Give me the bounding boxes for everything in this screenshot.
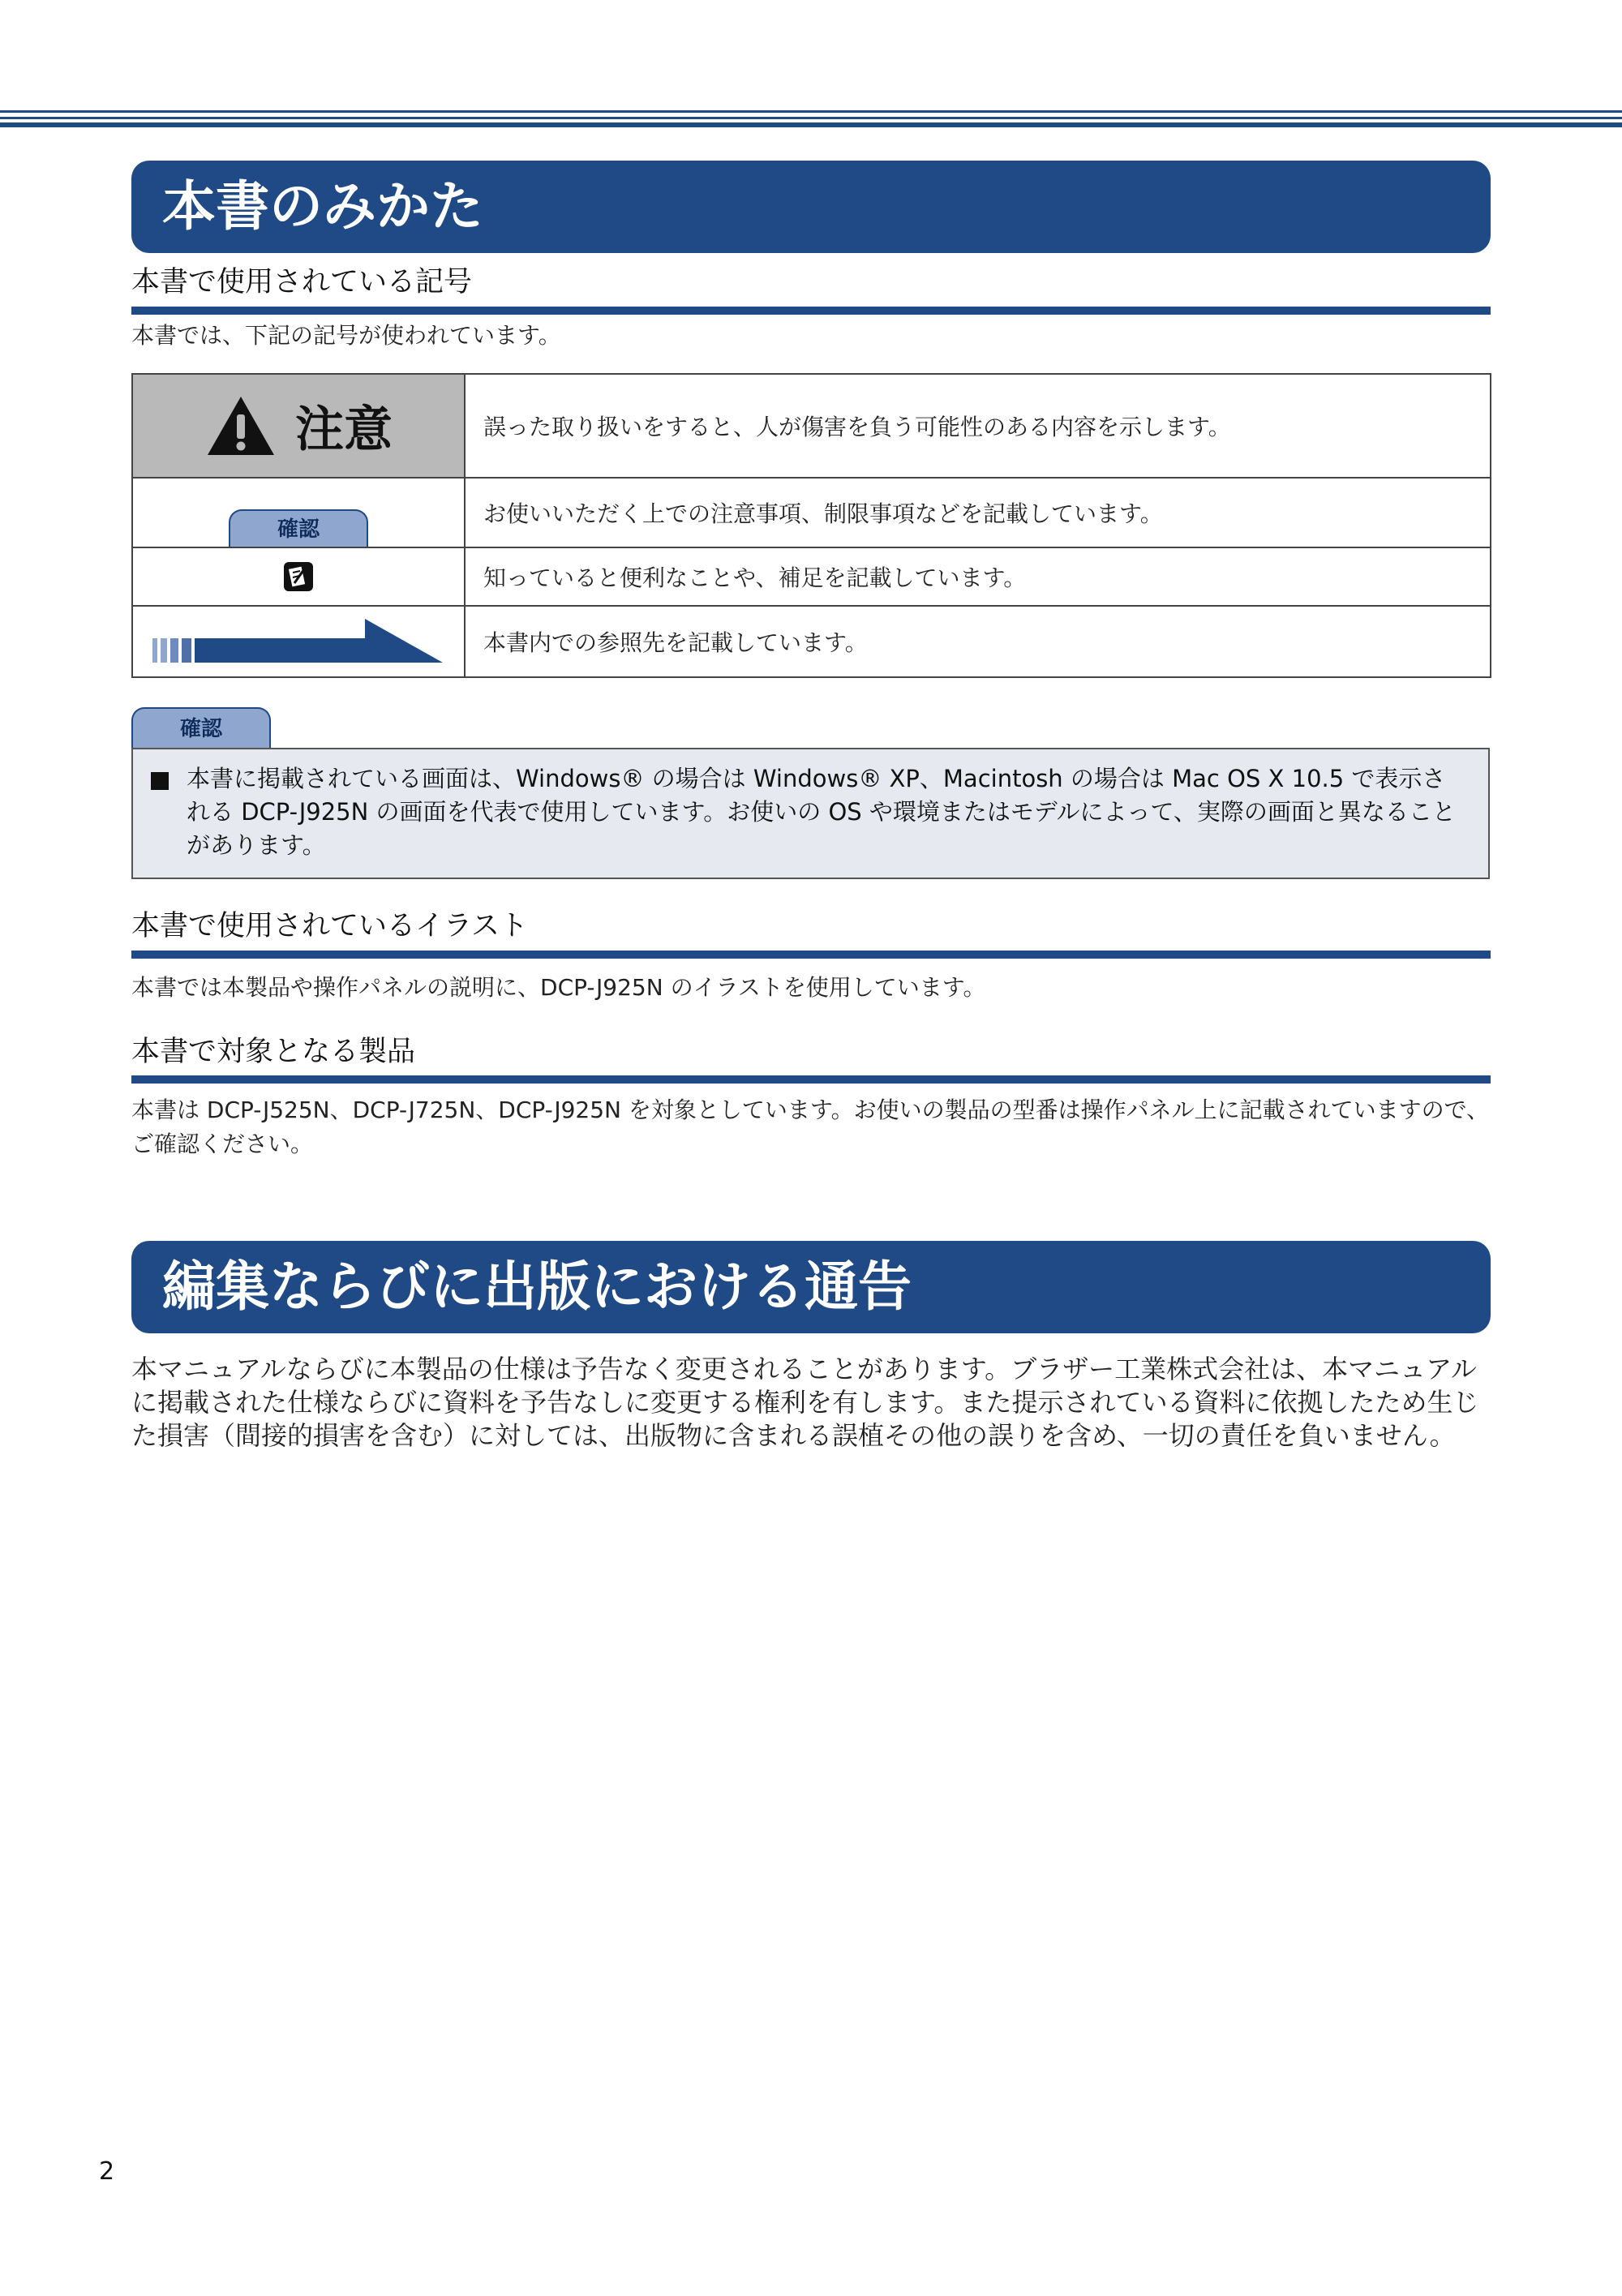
legend-row (132, 478, 1491, 547)
legend-symbol-cell (132, 547, 465, 606)
warning-triangle-icon (204, 393, 277, 458)
bullet-icon (151, 772, 169, 790)
memo-icon (284, 562, 313, 591)
legend-description: 本書内での参照先を記載しています。 (465, 606, 1491, 677)
legend-symbol-cell (132, 478, 465, 547)
heading-rule (131, 307, 1491, 315)
symbols-intro: 本書では、下記の記号が使われています。 (131, 322, 561, 349)
warning-label: 注意 (295, 401, 393, 458)
legend-row (132, 606, 1491, 677)
legend-description: 誤った取り扱いをすると、人が傷害を負う可能性のある内容を示します。 (465, 374, 1491, 478)
note-text: 本書に掲載されている画面は、Windows® の場合は Windows® XP、Macintosh の場合は Mac OS X 10.5 で表示される DCP-J925N の画面を代表で使用しています。お使いの OS や環境またはモデルによって、実際の画面と異なることがあります。 (187, 765, 1456, 859)
legend-symbol-cell (132, 606, 465, 677)
illust-heading: 本書で使用されているイラスト (131, 910, 528, 942)
reference-arrow-icon (152, 619, 444, 664)
note-box (131, 748, 1490, 879)
heading-rule (131, 1075, 1491, 1084)
products-heading: 本書で対象となる製品 (131, 1036, 416, 1068)
legend-symbol-cell (132, 374, 465, 478)
section-title-banner: 編集ならびに出版における通告 (131, 1241, 1491, 1333)
note-tab: 確認 (131, 707, 271, 749)
page-number: 2 (99, 2157, 115, 2186)
notice-text: 本マニュアルならびに本製品の仕様は予告なく変更されることがあります。ブラザー工業株式会社は、本マニュアルに掲載された仕様ならびに資料を予告なしに変更する権利を有します。また提示されている資料に依拠したため生じた損害（間接的損害を含む）に対しては、出版物に含まれる誤植その他の誤りを含め、一切の責任を負いません。 (131, 1354, 1479, 1451)
legend-row (132, 374, 1491, 478)
illust-text: 本書では本製品や操作パネルの説明に、DCP-J925N のイラストを使用しています。 (131, 974, 986, 1001)
products-text: 本書は DCP-J525N、DCP-J725N、DCP-J925N を対象としています。お使いの製品の型番は操作パネル上に記載されていますので、ご確認ください。 (131, 1097, 1490, 1157)
confirm-tab-icon: 確認 (229, 509, 368, 547)
legend-row (132, 547, 1491, 606)
legend-description: お使いいただく上での注意事項、制限事項などを記載しています。 (465, 478, 1491, 547)
legend-description: 知っていると便利なことや、補足を記載しています。 (465, 547, 1491, 606)
section-title-banner: 本書のみかた (131, 161, 1491, 253)
symbol-legend-table (131, 373, 1491, 678)
heading-rule (131, 951, 1491, 959)
symbols-heading: 本書で使用されている記号 (131, 266, 473, 298)
